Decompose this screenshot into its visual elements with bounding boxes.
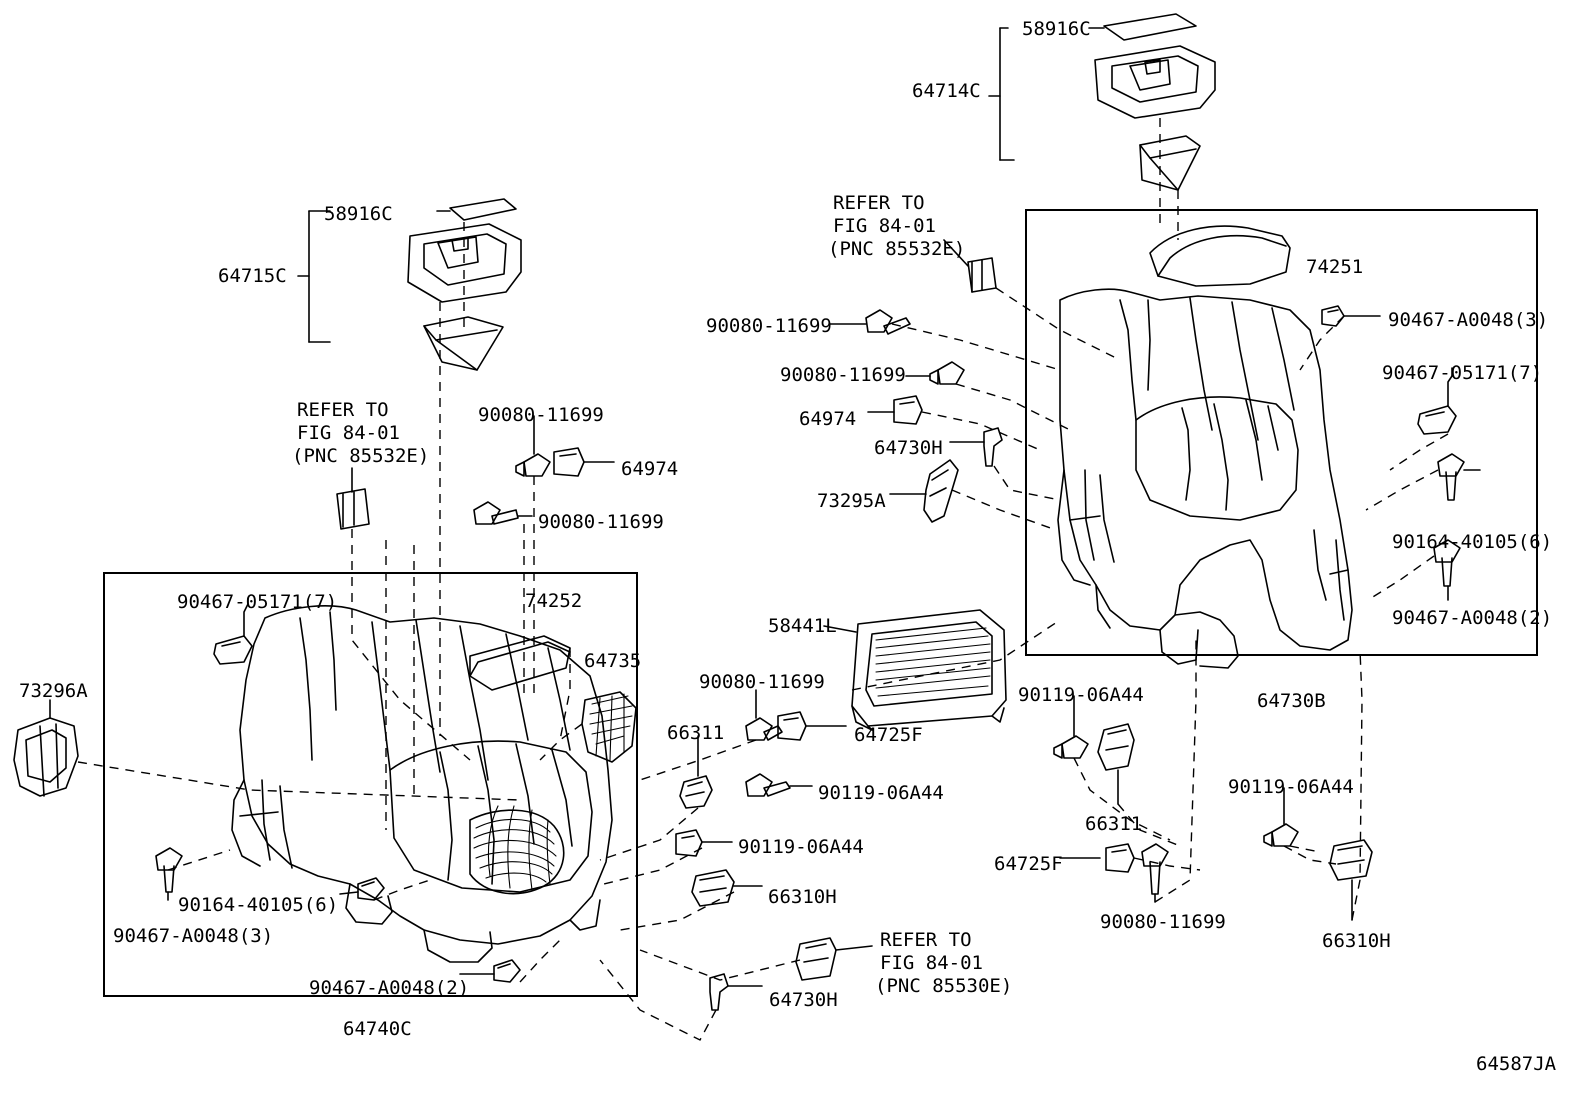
part-label-90467-05171-7-: 90467-05171(7) [1382, 362, 1543, 384]
part-label-90164-40105-6-: 90164-40105(6) [178, 894, 339, 916]
part-label-90467-05171-7-: 90467-05171(7) [177, 591, 338, 613]
part-label-90467-a0048-3-: 90467-A0048(3) [113, 925, 274, 947]
part-label-64974: 64974 [621, 458, 679, 480]
part-label-90080-11699: 90080-11699 [706, 315, 832, 337]
part-label-64730b: 64730B [1257, 690, 1326, 712]
part-label-90080-11699: 90080-11699 [478, 404, 604, 426]
part-label-90119-06a44: 90119-06A44 [738, 836, 864, 858]
part-label--pnc-85532e-: (PNC 85532E) [292, 445, 430, 467]
part-label-90119-06a44: 90119-06A44 [818, 782, 944, 804]
part-label-90119-06a44: 90119-06A44 [1228, 776, 1354, 798]
part-label-73296a: 73296A [19, 680, 88, 702]
part-label-fig-84-01: FIG 84-01 [297, 422, 400, 444]
part-label-64714c: 64714C [912, 80, 981, 102]
part-label-74251: 74251 [1306, 256, 1364, 278]
part-label-90467-a0048-2-: 90467-A0048(2) [309, 977, 470, 999]
part-label-64725f: 64725F [854, 724, 923, 746]
part-label-refer-to: REFER TO [880, 929, 972, 951]
part-label-66311: 66311 [1085, 813, 1143, 835]
part-label-64740c: 64740C [343, 1018, 412, 1040]
part-label--pnc-85532e-: (PNC 85532E) [828, 238, 966, 260]
panel-right-box [1025, 209, 1538, 656]
part-label-64974: 64974 [799, 408, 857, 430]
part-label-58916c: 58916C [324, 203, 393, 225]
part-label-90119-06a44: 90119-06A44 [1018, 684, 1144, 706]
part-label-90080-11699: 90080-11699 [538, 511, 664, 533]
part-label-74252: 74252 [525, 590, 583, 612]
part-label-66310h: 66310H [768, 886, 837, 908]
part-label-90467-a0048-3-: 90467-A0048(3) [1388, 309, 1549, 331]
part-label-90164-40105-6-: 90164-40105(6) [1392, 531, 1553, 553]
part-label-66310h: 66310H [1322, 930, 1391, 952]
part-label-64735: 64735 [584, 650, 642, 672]
part-label-90467-a0048-2-: 90467-A0048(2) [1392, 607, 1553, 629]
part-label-64730h: 64730H [874, 437, 943, 459]
part-label-64725f: 64725F [994, 853, 1063, 875]
part-label-64587ja: 64587JA [1476, 1053, 1557, 1075]
part-label-90080-11699: 90080-11699 [780, 364, 906, 386]
part-label-90080-11699: 90080-11699 [699, 671, 825, 693]
part-label-refer-to: REFER TO [297, 399, 389, 421]
part-label-64730h: 64730H [769, 989, 838, 1011]
part-label-refer-to: REFER TO [833, 192, 925, 214]
part-label-58441l: 58441L [768, 615, 837, 637]
part-label-73295a: 73295A [817, 490, 886, 512]
part-label-90080-11699: 90080-11699 [1100, 911, 1226, 933]
part-label-fig-84-01: FIG 84-01 [880, 952, 983, 974]
part-label-58916c: 58916C [1022, 18, 1091, 40]
part-label-66311: 66311 [667, 722, 725, 744]
part-label-64715c: 64715C [218, 265, 287, 287]
part-label--pnc-85530e-: (PNC 85530E) [875, 975, 1013, 997]
part-label-fig-84-01: FIG 84-01 [833, 215, 936, 237]
